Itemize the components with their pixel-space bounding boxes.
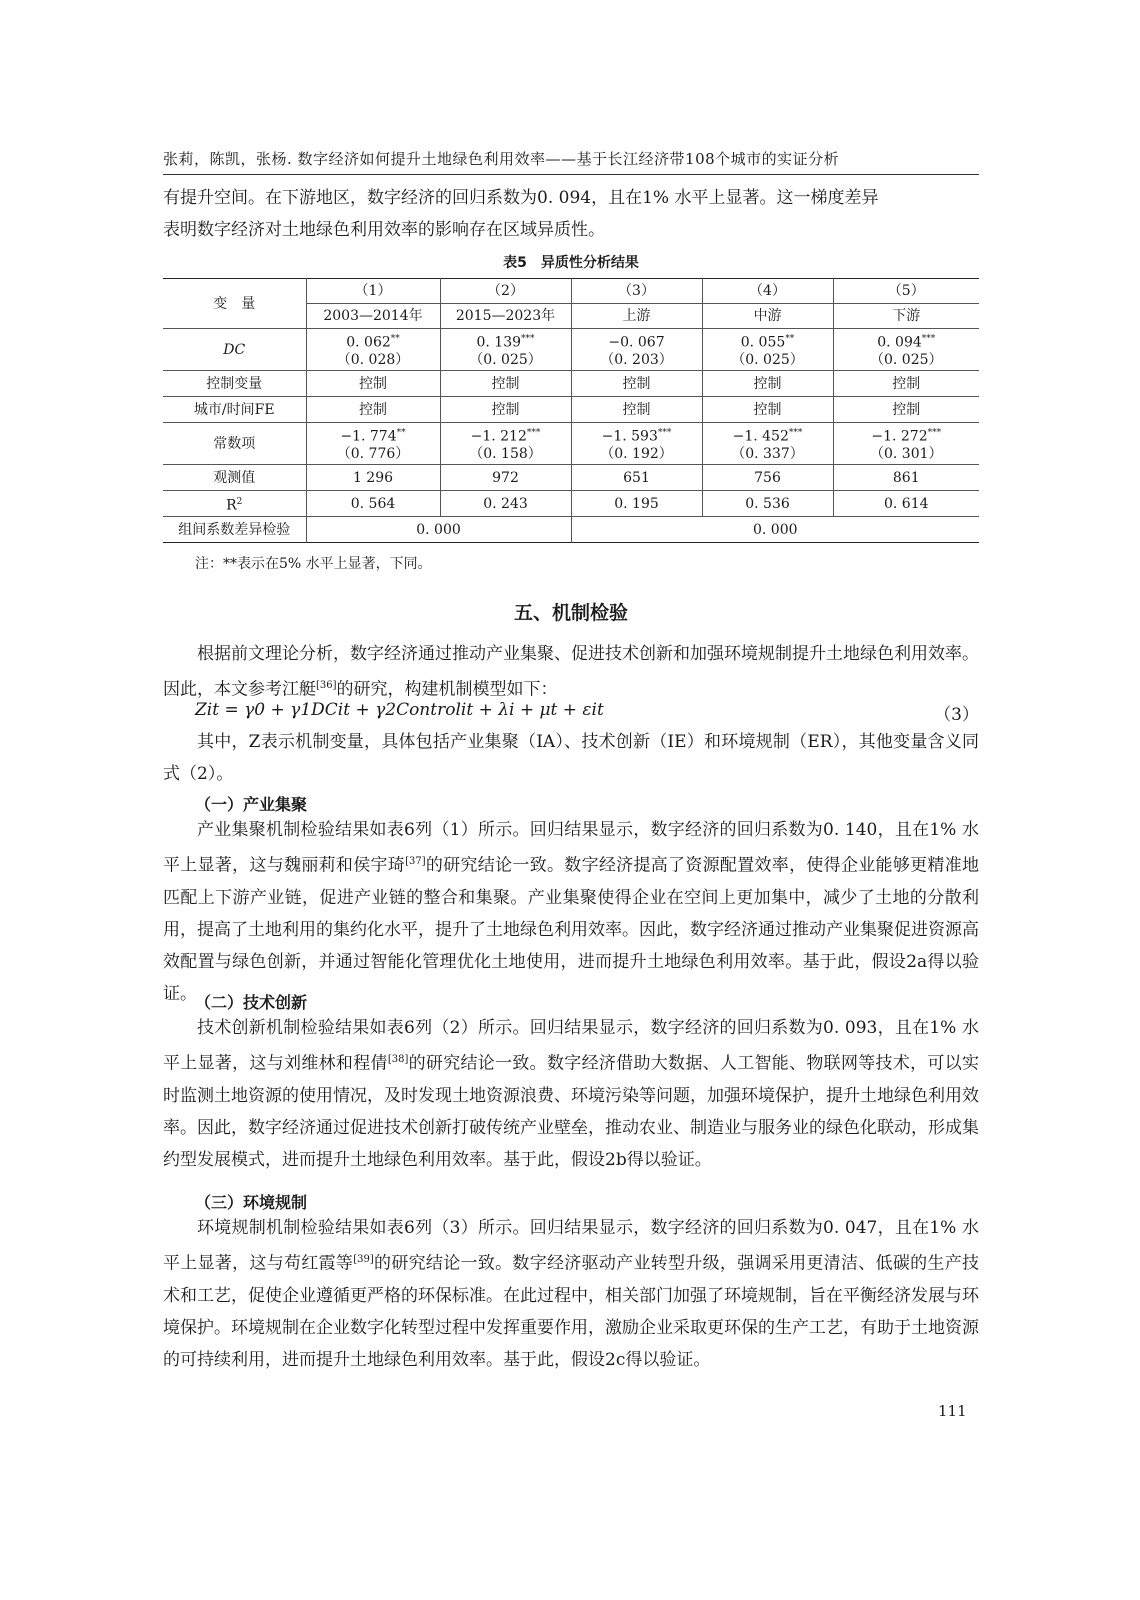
table-cell — [833, 423, 979, 465]
col-num-5: （5） — [833, 279, 979, 304]
table-cell — [306, 329, 440, 371]
text-part: 技术创新机制检验结果如表6列（2）所示。回归结果显示，数字经济的回归系数为0. 093，且在1% 水平上显著，这与刘维林和程倩 — [163, 1018, 979, 1074]
text-part: 环境规制机制检验结果如表6列（3）所示。回归结果显示，数字经济的回归系数为0. 047，且在1% 水平上显著，这与苟红霞等 — [163, 1218, 979, 1274]
stars: ** — [390, 333, 400, 344]
table-cell: 控制 — [702, 397, 833, 423]
citation: [39] — [353, 1254, 374, 1265]
std-error: （0. 028） — [336, 352, 410, 369]
stars: *** — [526, 427, 541, 438]
stars: ** — [785, 333, 795, 344]
std-error: （0. 776） — [336, 446, 410, 463]
table-cell: 1 296 — [306, 465, 440, 491]
table-cell: 0. 536 — [702, 491, 833, 517]
text-part: 的研究结论一致。数字经济驱动产业转型升级，强调采用更清洁、低碳的生产技术和工艺，促使企业遵循更严格的环保标准。在此过程中，相关部门加强了环境规制，旨在平衡经济发展与环境保护。环境规制在企业数字化转型过程中发挥重要作用，激励企业采取更环保的生产工艺，有助于土地资源的可持续利用，进而提升土地绿色利用效率。基于此，假设2c得以验证。 — [163, 1253, 980, 1370]
coef: 0. 055 — [740, 334, 786, 351]
intro-line-1: 有提升空间。在下游地区，数字经济的回归系数为0. 094，且在1% 水平上显著。这一梯度差异 — [163, 188, 879, 208]
table-cell: 861 — [833, 465, 979, 491]
col-name-4: 中游 — [702, 304, 833, 329]
std-error: （0. 025） — [869, 352, 943, 369]
intro-line-2: 表明数字经济对土地绿色利用效率的影响存在区域异质性。 — [163, 220, 605, 240]
table-cell — [833, 329, 979, 371]
table-cell: 控制 — [702, 371, 833, 397]
table-cell: 控制 — [306, 371, 440, 397]
equation-text: Zit = γ0 + γ1DCit + γ2Controlit + λi + μt + εit — [195, 700, 604, 720]
table-cell: 控制 — [571, 371, 702, 397]
row-label-r2 — [163, 491, 306, 517]
subsection-title-3: （三）环境规制 — [195, 1193, 308, 1212]
table-cell: 控制 — [833, 371, 979, 397]
citation: [37] — [405, 856, 426, 867]
row-label-control: 控制变量 — [163, 371, 306, 397]
table-cell — [306, 423, 440, 465]
citation: [38] — [387, 1054, 409, 1065]
std-error: （0. 337） — [731, 446, 804, 463]
row-label-constant: 常数项 — [163, 423, 306, 465]
table-row-observations — [163, 465, 979, 491]
col-num-4: （4） — [702, 279, 833, 304]
table-row-fe — [163, 397, 979, 423]
subsection-paragraph-3 — [163, 1212, 979, 1376]
table-header-row-1 — [163, 279, 979, 304]
std-error: （0. 158） — [469, 446, 542, 463]
table-cell: 0. 000 — [571, 517, 979, 543]
paragraph-text — [163, 1212, 979, 1376]
std-error: （0. 192） — [600, 446, 673, 463]
row-label-dc: DC — [163, 329, 306, 371]
running-header: 张莉，陈凯，张杨. 数字经济如何提升土地绿色利用效率——基于长江经济带108个城市的实证分析 — [163, 150, 840, 168]
subsection-paragraph-1 — [163, 814, 979, 1010]
coef: 0. 139 — [476, 334, 522, 351]
table-cell: 651 — [571, 465, 702, 491]
std-error: （0. 025） — [469, 352, 542, 369]
table-cell — [571, 423, 702, 465]
table-cell: 控制 — [571, 397, 702, 423]
table-cell: 0. 195 — [571, 491, 702, 517]
table-row-constant — [163, 423, 979, 465]
coef: −1. 452 — [732, 428, 789, 445]
stars: *** — [927, 427, 942, 438]
table-row-group-diff — [163, 517, 979, 543]
col-name-1: 2003—2014年 — [306, 304, 440, 329]
text-part: 的研究结论一致。数字经济提高了资源配置效率，使得企业能够更精准地匹配上下游产业链，促进产业链的整合和集聚。产业集聚使得企业在空间上更加集中，减少了土地的分散利用，提高了土地利用的集约化水平，提升了土地绿色利用效率。因此，数字经济通过推动产业集聚促进资源高效配置与绿色创新，并通过智能化管理优化土地使用，进而提升土地绿色利用效率。基于此，假设2a得以验证。 — [163, 855, 980, 1004]
table-note: 注：**表示在5% 水平上显著，下同。 — [195, 556, 432, 572]
table-cell — [440, 329, 571, 371]
table-cell — [702, 329, 833, 371]
results-table — [163, 278, 979, 543]
table-cell: 756 — [702, 465, 833, 491]
table-cell — [571, 329, 702, 371]
table-cell: 0. 614 — [833, 491, 979, 517]
table-row-control — [163, 371, 979, 397]
stars: *** — [521, 333, 535, 344]
text-part: 根据前文理论分析，数字经济通过推动产业集聚、促进技术创新和加强环境规制提升土地绿色利用效率。因此，本文参考江艇 — [163, 644, 979, 700]
coef: −1. 593 — [601, 428, 658, 445]
stars: *** — [657, 427, 672, 438]
subsection-title-1: （一）产业集聚 — [195, 795, 308, 814]
table-cell: 控制 — [440, 371, 571, 397]
mechanism-paragraph — [163, 638, 979, 706]
col-name-2: 2015—2023年 — [440, 304, 571, 329]
std-error: （0. 301） — [869, 446, 943, 463]
table-cell: 972 — [440, 465, 571, 491]
table-cell: 0. 000 — [306, 517, 571, 543]
col-name-5: 下游 — [833, 304, 979, 329]
coef: −0. 067 — [608, 334, 665, 351]
row-label-fe: 城市/时间FE — [163, 397, 306, 423]
table-cell: 0. 243 — [440, 491, 571, 517]
header-rule — [163, 174, 979, 175]
text-part: 的研究，构建机制模型如下： — [336, 679, 558, 700]
coef: −1. 272 — [871, 428, 928, 445]
row-label-observations: 观测值 — [163, 465, 306, 491]
col-name-3: 上游 — [571, 304, 702, 329]
col-num-1: （1） — [306, 279, 440, 304]
coef: 0. 062 — [346, 334, 391, 351]
std-error: （0. 025） — [731, 352, 804, 369]
stars: *** — [921, 333, 936, 344]
table-cell: 控制 — [306, 397, 440, 423]
paragraph-text: 其中，Z表示机制变量，具体包括产业集聚（IA）、技术创新（IE）和环境规制（ER），其他变量含义同式（2）。 — [163, 732, 979, 784]
table-cell — [440, 423, 571, 465]
subsection-paragraph-2 — [163, 1012, 979, 1176]
table-cell — [702, 423, 833, 465]
paragraph-text — [163, 1012, 979, 1176]
text-part: 的研究结论一致。数字经济借助大数据、人工智能、物联网等技术，可以实时监测土地资源的使用情况，及时发现土地资源浪费、环境污染等问题，加强环境保护，提升土地绿色利用效率。因此，数字经济通过促进技术创新打破传统产业壁垒，推动农业、制造业与服务业的绿色化联动，形成集约型发展模式，进而提升土地绿色利用效率。基于此，假设2b得以验证。 — [163, 1053, 980, 1170]
section-title: 五、机制检验 — [513, 602, 628, 624]
subsection-title-2: （二）技术创新 — [195, 993, 308, 1012]
col-num-2: （2） — [440, 279, 571, 304]
paragraph-text — [163, 638, 979, 706]
stars: ** — [396, 427, 406, 438]
coef: 0. 094 — [877, 334, 922, 351]
r2-label: R — [226, 497, 237, 514]
std-error: （0. 203） — [600, 352, 673, 369]
stars: *** — [788, 427, 803, 438]
coef: −1. 212 — [470, 428, 527, 445]
variable-header: 变 量 — [163, 279, 306, 329]
table-cell: 控制 — [440, 397, 571, 423]
table-cell: 控制 — [833, 397, 979, 423]
table-row-dc — [163, 329, 979, 371]
col-num-3: （3） — [571, 279, 702, 304]
equation-number: （3） — [934, 705, 979, 725]
intro-paragraph — [163, 182, 979, 246]
paragraph-text — [163, 814, 979, 1010]
r2-superscript: 2 — [236, 496, 243, 507]
page-number: 111 — [938, 1402, 967, 1420]
citation: [36] — [316, 680, 337, 691]
table-title: 表5 异质性分析结果 — [503, 255, 639, 271]
coef: −1. 774 — [340, 428, 397, 445]
text-part: 产业集聚机制检验结果如表6列（1）所示。回归结果显示，数字经济的回归系数为0. 140，且在1% 水平上显著，这与魏丽莉和侯宇琦 — [163, 820, 979, 876]
table-row-r2 — [163, 491, 979, 517]
formula-explanation — [163, 726, 979, 790]
row-label-group-diff: 组间系数差异检验 — [163, 517, 306, 543]
table-cell: 0. 564 — [306, 491, 440, 517]
